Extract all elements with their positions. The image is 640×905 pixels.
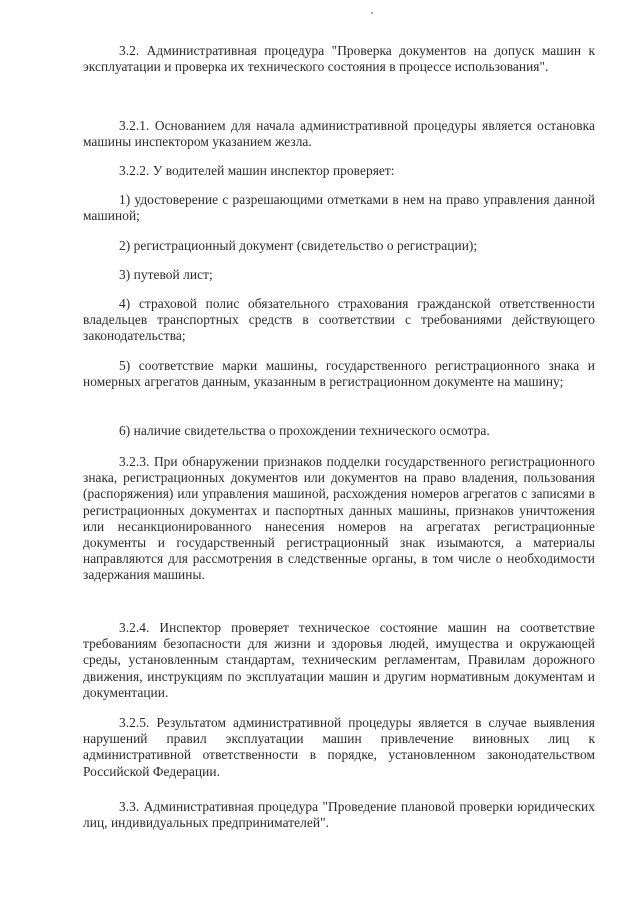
paragraph-3-2-2: 3.2.2. У водителей машин инспектор проверяет: (119, 163, 395, 178)
list-item-2: 2) регистрационный документ (свидетельство о регистрации); (119, 238, 478, 253)
list-item-3: 3) путевой лист; (119, 267, 213, 282)
paragraph-3-2-4: 3.2.4. Инспектор проверяет техническое состояние машин на соответствие требованиям безопасности для жизни и здоровья людей, имущества и окружающей среды, установленным стандартам, техническим регламентам, Правилам дорожного движения, инструкциям по эксплуатации машин и другим нормативным документам и документации. (83, 620, 595, 700)
paragraph-3-2-3: 3.2.3. При обнаружении признаков подделки государственного регистрационного знака, регистрационных документов или документов на право владения, пользования (распоряжения) или управления машиной, расхождения номеров агрегатов с записями в регистрационных документах и паспортных данных машины, признаков уничтожения или несанкционированного нанесения номеров на агрегатах регистрационные документы и государственный регистрационный знак изымаются, а материалы направляются для рассмотрения в следственные органы, в том числе о необходимости задержания машины. (83, 454, 595, 583)
section-3-2-heading: 3.2. Административная процедура "Проверка документов на допуск машин к эксплуатации и проверка их технического состояния в процессе использования". (83, 43, 595, 75)
page-mark (371, 12, 373, 14)
list-item-1: 1) удостоверение с разрешающими отметками в нем на право управления данной машиной; (83, 192, 595, 224)
section-3-3-heading: 3.3. Административная процедура "Проведение плановой проверки юридических лиц, индивидуальных предпринимателей". (83, 799, 595, 831)
list-item-6: 6) наличие свидетельства о прохождении технического осмотра. (119, 423, 490, 438)
list-item-4: 4) страховой полис обязательного страхования гражданской ответственности владельцев транспортных средств в соответствии с требованиями действующего законодательства; (83, 296, 595, 344)
list-item-5: 5) соответствие марки машины, государственного регистрационного знака и номерных агрегатов данным, указанным в регистрационном документе на машину; (83, 358, 595, 390)
paragraph-3-2-5: 3.2.5. Результатом административной процедуры является в случае выявления нарушений правил эксплуатации машин привлечение виновных лиц к административной ответственности в порядке, установленном законодательством Российской Федерации. (83, 715, 595, 779)
paragraph-3-2-1: 3.2.1. Основанием для начала административной процедуры является остановка машины инспектором указанием жезла. (83, 118, 595, 150)
